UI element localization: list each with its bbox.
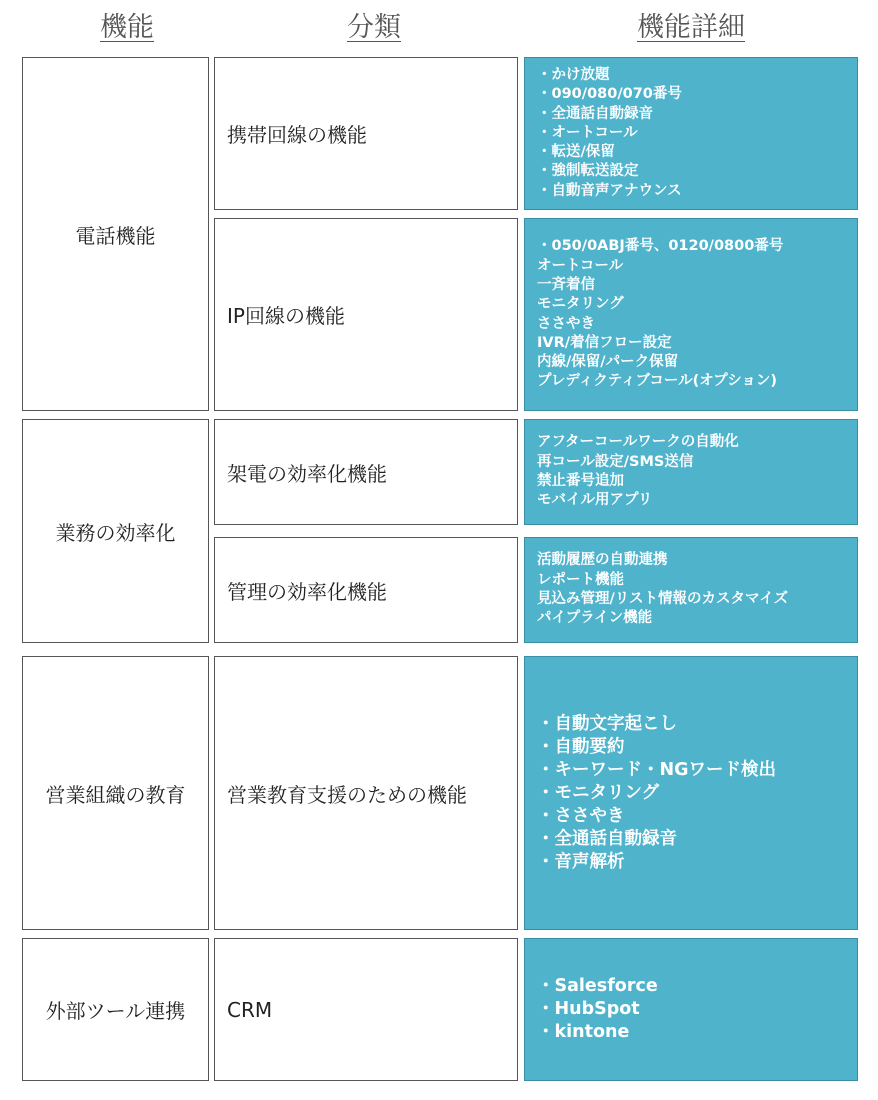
group-education xyxy=(22,656,209,930)
detail-item: IVR/着信フロー設定 xyxy=(537,334,672,351)
sub-label: 営業教育支援のための機能 xyxy=(227,782,467,807)
group-label: 電話機能 xyxy=(75,223,156,248)
detail-item: モバイル用アプリ xyxy=(537,492,653,509)
group-integration xyxy=(22,938,209,1081)
sub-management-efficiency xyxy=(214,537,518,643)
detail-item: ・全通話自動録音 xyxy=(537,828,677,849)
detail-item: ・音声解析 xyxy=(537,851,625,872)
sub-label: 携帯回線の機能 xyxy=(227,123,367,147)
detail-item: 再コール設定/SMS送信 xyxy=(537,453,694,470)
detail-item: ・かけ放題 xyxy=(537,66,610,83)
detail-sales-education xyxy=(524,656,858,930)
group-efficiency xyxy=(22,419,209,643)
detail-item: ささやき xyxy=(537,315,595,332)
sub-label: IP回線の機能 xyxy=(227,304,345,328)
detail-item: プレディクティブコール(オプション) xyxy=(537,373,778,390)
detail-item: ・ささやき xyxy=(537,805,625,826)
detail-item: ・モニタリング xyxy=(537,782,660,803)
detail-item: ・090/080/070番号 xyxy=(537,86,682,103)
detail-item: 禁止番号追加 xyxy=(537,473,624,489)
detail-item: ・キーワード・NGワード検出 xyxy=(537,759,777,780)
detail-item: レポート機能 xyxy=(537,571,624,588)
sub-label: 架電の効率化機能 xyxy=(227,461,387,486)
sub-mobile-line xyxy=(214,57,518,210)
detail-item: ・050/0ABJ番号、0120/0800番号 xyxy=(537,238,784,255)
sub-call-efficiency xyxy=(214,419,518,525)
detail-item: モニタリング xyxy=(537,296,624,313)
detail-item: ・強制転送設定 xyxy=(537,163,639,180)
detail-ip-line xyxy=(524,218,858,411)
detail-item: ・自動要約 xyxy=(537,736,625,757)
detail-item: ・自動文字起こし xyxy=(537,713,677,734)
header-category: 分類 xyxy=(347,12,401,43)
detail-management-efficiency xyxy=(524,537,858,643)
sub-label: CRM xyxy=(227,997,273,1022)
detail-item: ・HubSpot xyxy=(537,999,640,1019)
detail-item: 活動履歴の自動連携 xyxy=(537,552,668,569)
header-function: 機能 xyxy=(100,12,154,43)
sub-ip-line xyxy=(214,218,518,411)
detail-call-efficiency xyxy=(524,419,858,525)
detail-item: 見込み管理/リスト情報のカスタマイズ xyxy=(537,591,789,607)
detail-item: ・kintone xyxy=(537,1022,630,1042)
detail-item: ・転送/保留 xyxy=(537,144,615,161)
detail-item: 内線/保留/パーク保留 xyxy=(537,354,679,371)
group-phone xyxy=(22,57,209,411)
detail-item: ・全通話自動録音 xyxy=(537,105,653,122)
detail-item: ・自動音声アナウンス xyxy=(537,182,682,199)
detail-item: オートコール xyxy=(537,257,624,274)
sub-crm xyxy=(214,938,518,1081)
detail-crm xyxy=(524,938,858,1081)
group-label: 業務の効率化 xyxy=(55,520,176,545)
detail-item: ・Salesforce xyxy=(537,976,658,996)
detail-item: アフターコールワークの自動化 xyxy=(537,434,739,451)
header-detail: 機能詳細 xyxy=(637,12,745,43)
detail-item: ・オートコール xyxy=(537,124,638,141)
sub-sales-education xyxy=(214,656,518,930)
sub-label: 管理の効率化機能 xyxy=(227,579,387,604)
group-label: 営業組織の教育 xyxy=(45,782,186,807)
detail-item: 一斉着信 xyxy=(537,276,595,293)
group-label: 外部ツール連携 xyxy=(45,999,186,1023)
detail-item: パイプライン機能 xyxy=(537,610,653,627)
detail-mobile-line xyxy=(524,57,858,210)
